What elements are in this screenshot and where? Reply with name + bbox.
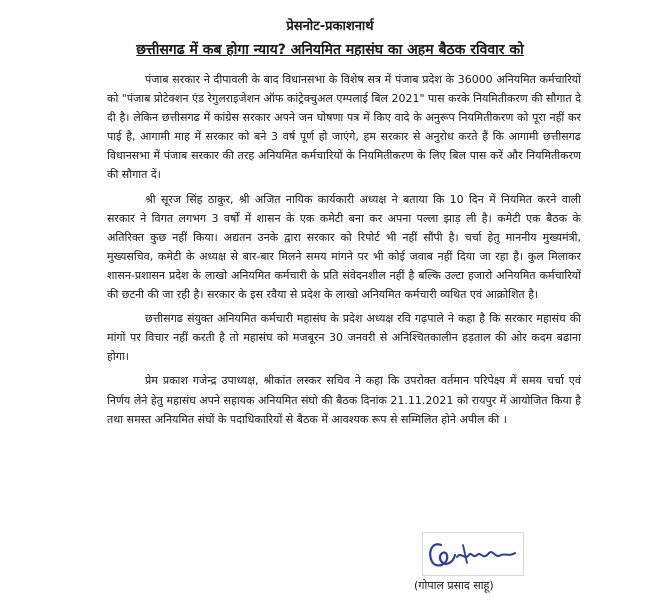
paragraph-regularization-demand: पंजाब सरकार ने दीपावली के बाद विधानसभा के विशेष सत्र में पंजाब प्रदेश के 36000 अनियमित कर्मचारियों को "पंजाब प्रोटेक्शन एंड रेगुलराइजेशन ऑफ कांट्रेक्चुअल एम्पलाई बिल 2021" पास करके नियमितीकरण की सौगात दे दी है। लेकिन छत्तीसगढ में कांग्रेस सरकार अपने जन घोषणा पत्र में किए वादे के अनुरूप नियमितीकरण को पूरा नहीं कर पाई है, आगामी माह में सरकार को बने 3 वर्ष पूर्ण हो जाएंगे, हम सरकार से अनुरोध करते हैं कि आगामी छत्तीसगढ विधानसभा में पंजाब सरकार की तरह अनियमित कर्मचारियों के नियमितीकरण के लिए बिल पास करें और नियमितीकरण की सौगात दें। [107,73,581,182]
paragraph-meeting-notice: प्रेम प्रकाश गजेन्द्र उपाध्यक्ष, श्रीकांत लस्कर सचिव ने कहा कि उपरोक्त वर्तमान परिपेक्ष्य में समय चर्चा एवं निर्णय लेने हेतु महासंघ अपने सहायक अनियमित संघो की बैठक दिनांक 21.11.2021 को रायपुर में आयोजित किया है तथा समस्त अनियमित संघों के पदाधिकारियों से बैठक में आवश्यक रूप से सम्मिलित होने अपील की । [107,374,581,426]
document-body [107,70,581,434]
document-heading: प्रेसनोट-प्रकाशनार्थ [286,19,374,34]
paragraph-committee-criticism: श्री सूरज सिंह ठाकुर, श्री अजित नायिक कार्यकारी अध्यक्ष ने बताया कि 10 दिन में नियमित करने वाली सरकार ने विगत लगभग 3 वर्षों में शासन के एक कमेटी बना कर अपना पल्ला झाड़ ली है। कमेटी एक बैठक के अतिरिक्त कुछ नहीं किया। अद्यतन उनके द्वारा सरकार को रिपोर्ट भी नहीं सौंपी है। चर्चा हेतु माननीय मुख्यमंत्री, मुख्यसचिव, कमेटी के अध्यक्ष से बार-बार मिलने समय मांगने पर भी कोई जवाब नहीं दिया जा रहा है। कुल मिलाकर शासन-प्रशासन प्रदेश के लाखो अनियमित कर्मचारी के प्रति संवेदनशील नहीं है बल्कि उल्टा हजारो अनियमित कर्मचारियों की छटनी की जा रही है। सरकार के इस रवैया से प्रदेश के लाखो अनियमित कर्मचारी व्यथित एवं आक्रोशित है। [107,192,581,302]
paragraph-strike-warning: छत्तीसगढ संयुक्त अनियमित कर्मचारी महासंघ के प्रदेश अध्यक्ष रवि गढ़पाले ने कहा है कि सरकार महासंघ की मांगों पर विचार नहीं करती है तो महासंघ को मजबूरन 30 जनवरी से अनिश्चितकालीन हड़ताल की ओर कदम बढाना होगा। [107,312,581,364]
handwritten-signature [423,533,523,575]
signature-image [422,532,524,576]
document-title: छत्तीसगढ में कब होगा न्याय? अनियमित महासंघ का अहम बैठक रविवार को [136,42,524,58]
signatory-name: (गोपाल प्रसाद साहू) [414,579,494,592]
